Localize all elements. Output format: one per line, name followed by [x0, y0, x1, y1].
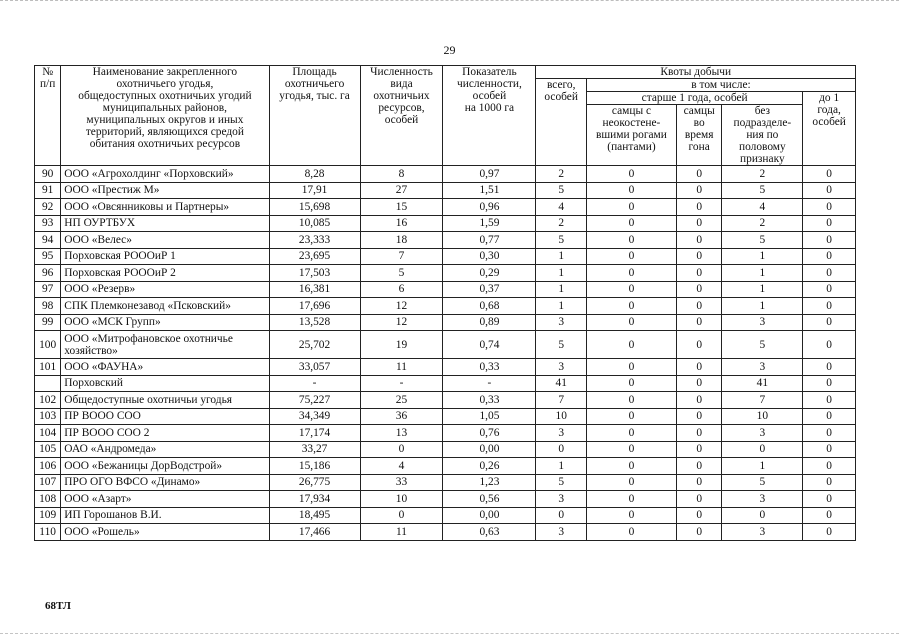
row-males-antlers: 0 — [586, 491, 676, 508]
header-count: Численность вида охотничьих ресурсов, особей — [360, 66, 443, 166]
row-no-sex: 2 — [722, 166, 803, 183]
row-males-rut: 0 — [676, 458, 721, 475]
row-count: 8 — [360, 166, 443, 183]
row-area: 17,934 — [269, 491, 360, 508]
row-area: 17,696 — [269, 298, 360, 315]
row-num: 99 — [35, 314, 61, 331]
row-young: 0 — [803, 265, 856, 282]
row-name: ПР ВООО СОО — [61, 408, 269, 425]
row-area: 10,085 — [269, 215, 360, 232]
row-young: 0 — [803, 474, 856, 491]
row-name: ООО «Бежаницы ДорВодстрой» — [61, 458, 269, 475]
row-males-antlers: 0 — [586, 507, 676, 524]
table-row — [35, 458, 856, 475]
row-density: 0,63 — [443, 524, 536, 541]
row-males-antlers: 0 — [586, 232, 676, 249]
row-total: 1 — [536, 298, 587, 315]
row-no-sex: 4 — [722, 199, 803, 216]
table-row — [35, 441, 856, 458]
header-density: Показатель численности, особей на 1000 га — [443, 66, 536, 166]
row-males-antlers: 0 — [586, 392, 676, 409]
row-name: СПК Племконезавод «Псковский» — [61, 298, 269, 315]
row-area: 13,528 — [269, 314, 360, 331]
row-count: 5 — [360, 265, 443, 282]
row-no-sex: 5 — [722, 331, 803, 359]
table-row — [35, 248, 856, 265]
scan-top-edge — [0, 0, 899, 4]
header-older: старше 1 года, особей — [586, 92, 802, 105]
row-total: 1 — [536, 265, 587, 282]
row-name: ПР ВООО СОО 2 — [61, 425, 269, 442]
row-num: 109 — [35, 507, 61, 524]
row-males-antlers: 0 — [586, 182, 676, 199]
row-males-rut: 0 — [676, 182, 721, 199]
row-area: 17,466 — [269, 524, 360, 541]
row-density: 1,59 — [443, 215, 536, 232]
row-count: 18 — [360, 232, 443, 249]
row-area: 26,775 — [269, 474, 360, 491]
row-young: 0 — [803, 314, 856, 331]
header-area: Площадь охотничьего угодья, тыс. га — [269, 66, 360, 166]
row-males-antlers: 0 — [586, 298, 676, 315]
table-row — [35, 425, 856, 442]
row-males-antlers: 0 — [586, 166, 676, 183]
row-young: 0 — [803, 331, 856, 359]
row-no-sex: 1 — [722, 265, 803, 282]
row-males-rut: 0 — [676, 359, 721, 376]
row-num: 98 — [35, 298, 61, 315]
row-name: ООО «Престиж М» — [61, 182, 269, 199]
row-young: 0 — [803, 375, 856, 392]
row-total: 1 — [536, 248, 587, 265]
row-density: 0,26 — [443, 458, 536, 475]
row-males-antlers: 0 — [586, 359, 676, 376]
table-row — [35, 375, 856, 392]
row-total: 3 — [536, 491, 587, 508]
row-young: 0 — [803, 359, 856, 376]
page-number: 29 — [443, 43, 456, 57]
row-males-antlers: 0 — [586, 474, 676, 491]
row-count: 12 — [360, 298, 443, 315]
header-males-antlers: самцы с неокостене- вшими рогами (пантами) — [586, 105, 676, 166]
table-row — [35, 314, 856, 331]
row-count: 33 — [360, 474, 443, 491]
header-total: всего, особей — [536, 79, 587, 166]
row-males-antlers: 0 — [586, 408, 676, 425]
header-num: № п/п — [35, 66, 61, 166]
row-area: 33,27 — [269, 441, 360, 458]
row-young: 0 — [803, 392, 856, 409]
row-males-rut: 0 — [676, 215, 721, 232]
row-area: 16,381 — [269, 281, 360, 298]
table-row — [35, 166, 856, 183]
row-count: 19 — [360, 331, 443, 359]
row-name: Порховский — [61, 375, 269, 392]
row-name: ООО «Рошель» — [61, 524, 269, 541]
row-no-sex: 7 — [722, 392, 803, 409]
row-young: 0 — [803, 491, 856, 508]
row-num: 104 — [35, 425, 61, 442]
row-no-sex: 5 — [722, 182, 803, 199]
row-no-sex: 2 — [722, 215, 803, 232]
row-density: 0,33 — [443, 359, 536, 376]
row-young: 0 — [803, 166, 856, 183]
table-row — [35, 524, 856, 541]
row-no-sex: 3 — [722, 491, 803, 508]
row-name: ООО «Овсянниковы и Партнеры» — [61, 199, 269, 216]
row-density: 1,23 — [443, 474, 536, 491]
table-row — [35, 491, 856, 508]
row-name: ПРО ОГО ВФСО «Динамо» — [61, 474, 269, 491]
row-num: 97 — [35, 281, 61, 298]
row-count: 25 — [360, 392, 443, 409]
row-total: 0 — [536, 507, 587, 524]
row-males-antlers: 0 — [586, 199, 676, 216]
row-young: 0 — [803, 425, 856, 442]
row-name: Порховская РОООиР 2 — [61, 265, 269, 282]
row-total: 2 — [536, 215, 587, 232]
row-num: 91 — [35, 182, 61, 199]
header-young: до 1 года, особей — [803, 92, 856, 166]
row-males-antlers: 0 — [586, 524, 676, 541]
row-count: 11 — [360, 359, 443, 376]
row-total: 5 — [536, 232, 587, 249]
row-area: 23,333 — [269, 232, 360, 249]
row-total: 1 — [536, 458, 587, 475]
row-num: 101 — [35, 359, 61, 376]
row-no-sex: 3 — [722, 524, 803, 541]
table-row — [35, 408, 856, 425]
table-body — [35, 166, 856, 541]
row-males-rut: 0 — [676, 199, 721, 216]
footer-code: 68ТЛ — [45, 600, 71, 612]
row-count: - — [360, 375, 443, 392]
row-density: 0,96 — [443, 199, 536, 216]
row-males-rut: 0 — [676, 248, 721, 265]
row-no-sex: 5 — [722, 232, 803, 249]
row-young: 0 — [803, 298, 856, 315]
row-males-rut: 0 — [676, 281, 721, 298]
row-count: 7 — [360, 248, 443, 265]
row-num: 94 — [35, 232, 61, 249]
row-num: 95 — [35, 248, 61, 265]
row-density: - — [443, 375, 536, 392]
row-density: 0,68 — [443, 298, 536, 315]
row-count: 0 — [360, 441, 443, 458]
row-name: ООО «Агрохолдинг «Порховский» — [61, 166, 269, 183]
row-name: Порховская РОООиР 1 — [61, 248, 269, 265]
table-row — [35, 359, 856, 376]
quota-table — [34, 65, 856, 541]
row-area: 18,495 — [269, 507, 360, 524]
row-young: 0 — [803, 281, 856, 298]
row-males-rut: 0 — [676, 524, 721, 541]
row-area: 17,91 — [269, 182, 360, 199]
row-males-rut: 0 — [676, 375, 721, 392]
row-count: 11 — [360, 524, 443, 541]
row-no-sex: 3 — [722, 425, 803, 442]
row-count: 4 — [360, 458, 443, 475]
row-total: 1 — [536, 281, 587, 298]
row-density: 0,29 — [443, 265, 536, 282]
row-males-antlers: 0 — [586, 458, 676, 475]
row-count: 12 — [360, 314, 443, 331]
row-males-rut: 0 — [676, 166, 721, 183]
row-total: 2 — [536, 166, 587, 183]
row-num: 106 — [35, 458, 61, 475]
row-young: 0 — [803, 199, 856, 216]
row-males-rut: 0 — [676, 314, 721, 331]
row-males-antlers: 0 — [586, 248, 676, 265]
table-row — [35, 392, 856, 409]
row-name: ООО «Азарт» — [61, 491, 269, 508]
row-num: 108 — [35, 491, 61, 508]
row-num: 96 — [35, 265, 61, 282]
row-total: 4 — [536, 199, 587, 216]
row-num: 93 — [35, 215, 61, 232]
row-name: ООО «Велес» — [61, 232, 269, 249]
row-males-rut: 0 — [676, 408, 721, 425]
row-density: 1,05 — [443, 408, 536, 425]
row-no-sex: 3 — [722, 314, 803, 331]
row-young: 0 — [803, 408, 856, 425]
row-total: 0 — [536, 441, 587, 458]
row-total: 5 — [536, 474, 587, 491]
row-area: - — [269, 375, 360, 392]
table-row — [35, 474, 856, 491]
row-total: 41 — [536, 375, 587, 392]
row-num — [35, 375, 61, 392]
scan-bottom-edge — [0, 633, 899, 637]
row-name: ООО «Резерв» — [61, 281, 269, 298]
table-row — [35, 215, 856, 232]
row-no-sex: 10 — [722, 408, 803, 425]
row-males-rut: 0 — [676, 392, 721, 409]
row-name: ООО «ФАУНА» — [61, 359, 269, 376]
row-males-rut: 0 — [676, 298, 721, 315]
row-density: 0,00 — [443, 441, 536, 458]
row-density: 0,56 — [443, 491, 536, 508]
row-no-sex: 41 — [722, 375, 803, 392]
header-name: Наименование закрепленного охотничьего угодья, общедоступных охотничьих угодий муниципальных районов, муниципальных округов и иных территорий, являющихся средой обитания охотничьих ресурсов — [61, 66, 269, 166]
row-males-rut: 0 — [676, 507, 721, 524]
row-density: 0,30 — [443, 248, 536, 265]
row-total: 3 — [536, 524, 587, 541]
header-males-rut: самцы во время гона — [676, 105, 721, 166]
row-no-sex: 1 — [722, 298, 803, 315]
row-count: 16 — [360, 215, 443, 232]
row-density: 0,37 — [443, 281, 536, 298]
row-no-sex: 1 — [722, 458, 803, 475]
row-total: 5 — [536, 182, 587, 199]
row-count: 27 — [360, 182, 443, 199]
row-name: ООО «МСК Групп» — [61, 314, 269, 331]
row-area: 33,057 — [269, 359, 360, 376]
row-no-sex: 1 — [722, 281, 803, 298]
table-row — [35, 265, 856, 282]
row-density: 0,76 — [443, 425, 536, 442]
row-count: 15 — [360, 199, 443, 216]
row-total: 5 — [536, 331, 587, 359]
row-area: 23,695 — [269, 248, 360, 265]
row-males-rut: 0 — [676, 441, 721, 458]
row-name: ООО «Митрофановское охотничье хозяйство» — [61, 331, 269, 359]
row-males-rut: 0 — [676, 232, 721, 249]
row-young: 0 — [803, 232, 856, 249]
row-males-rut: 0 — [676, 331, 721, 359]
row-no-sex: 1 — [722, 248, 803, 265]
row-total: 3 — [536, 425, 587, 442]
row-density: 0,00 — [443, 507, 536, 524]
row-area: 75,227 — [269, 392, 360, 409]
row-name: Общедоступные охотничьи угодья — [61, 392, 269, 409]
row-num: 92 — [35, 199, 61, 216]
row-num: 103 — [35, 408, 61, 425]
row-count: 0 — [360, 507, 443, 524]
row-males-rut: 0 — [676, 425, 721, 442]
row-count: 36 — [360, 408, 443, 425]
row-total: 10 — [536, 408, 587, 425]
row-males-antlers: 0 — [586, 441, 676, 458]
table-row — [35, 298, 856, 315]
row-no-sex: 5 — [722, 474, 803, 491]
row-density: 0,97 — [443, 166, 536, 183]
row-area: 15,698 — [269, 199, 360, 216]
row-total: 7 — [536, 392, 587, 409]
row-males-antlers: 0 — [586, 375, 676, 392]
row-name: ИП Горошанов В.И. — [61, 507, 269, 524]
row-males-antlers: 0 — [586, 281, 676, 298]
table-row — [35, 232, 856, 249]
row-young: 0 — [803, 182, 856, 199]
row-young: 0 — [803, 248, 856, 265]
row-males-antlers: 0 — [586, 265, 676, 282]
row-density: 0,89 — [443, 314, 536, 331]
row-no-sex: 3 — [722, 359, 803, 376]
row-area: 15,186 — [269, 458, 360, 475]
table-row — [35, 182, 856, 199]
row-no-sex: 0 — [722, 507, 803, 524]
row-area: 25,702 — [269, 331, 360, 359]
row-density: 0,33 — [443, 392, 536, 409]
row-density: 0,77 — [443, 232, 536, 249]
row-area: 34,349 — [269, 408, 360, 425]
row-area: 8,28 — [269, 166, 360, 183]
row-young: 0 — [803, 507, 856, 524]
row-males-antlers: 0 — [586, 314, 676, 331]
row-name: НП ОУРТБУХ — [61, 215, 269, 232]
row-area: 17,174 — [269, 425, 360, 442]
row-num: 90 — [35, 166, 61, 183]
row-area: 17,503 — [269, 265, 360, 282]
row-young: 0 — [803, 215, 856, 232]
row-num: 102 — [35, 392, 61, 409]
header-no-sex: без подразделе- ния по половому признаку — [722, 105, 803, 166]
row-density: 0,74 — [443, 331, 536, 359]
table-row — [35, 281, 856, 298]
row-young: 0 — [803, 441, 856, 458]
row-count: 6 — [360, 281, 443, 298]
row-males-rut: 0 — [676, 474, 721, 491]
row-no-sex: 0 — [722, 441, 803, 458]
row-males-rut: 0 — [676, 491, 721, 508]
header-quotas: Квоты добычи — [536, 66, 856, 79]
row-males-antlers: 0 — [586, 425, 676, 442]
row-name: ОАО «Андромеда» — [61, 441, 269, 458]
row-density: 1,51 — [443, 182, 536, 199]
row-young: 0 — [803, 458, 856, 475]
row-num: 100 — [35, 331, 61, 359]
row-num: 110 — [35, 524, 61, 541]
row-males-rut: 0 — [676, 265, 721, 282]
table-row — [35, 331, 856, 359]
table-row — [35, 507, 856, 524]
row-total: 3 — [536, 314, 587, 331]
row-males-antlers: 0 — [586, 215, 676, 232]
row-young: 0 — [803, 524, 856, 541]
row-total: 3 — [536, 359, 587, 376]
header-including: в том числе: — [586, 79, 855, 92]
table-row — [35, 199, 856, 216]
row-males-antlers: 0 — [586, 331, 676, 359]
row-num: 107 — [35, 474, 61, 491]
row-count: 10 — [360, 491, 443, 508]
row-num: 105 — [35, 441, 61, 458]
row-count: 13 — [360, 425, 443, 442]
